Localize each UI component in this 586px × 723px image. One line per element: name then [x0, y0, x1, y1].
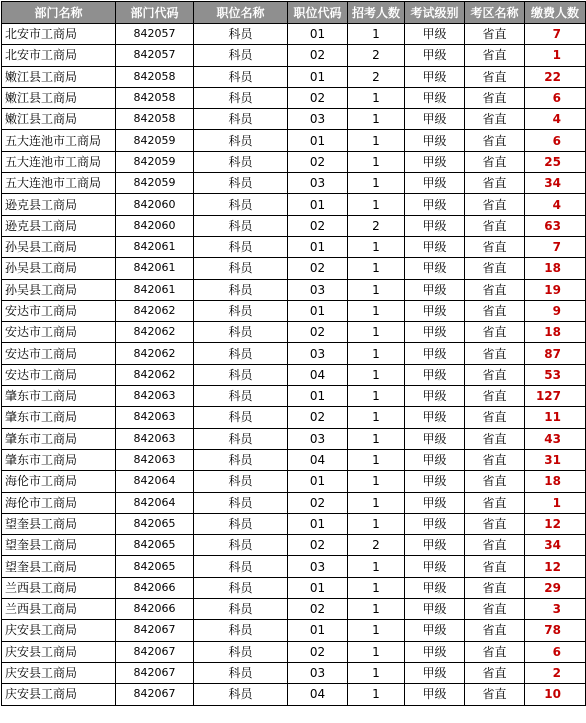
cell-exam-area: 省直: [465, 620, 525, 641]
table-row: [2, 577, 586, 598]
table-row: [2, 130, 586, 151]
cell-department-name: 北安市工商局: [2, 45, 116, 66]
cell-recruit-count: 1: [348, 258, 405, 279]
cell-paid-count: 6: [525, 641, 586, 662]
cell-paid-count: 25: [525, 151, 586, 172]
cell-department-name: 肇东市工商局: [2, 407, 116, 428]
cell-position-name: 科员: [194, 407, 288, 428]
cell-position-name: 科员: [194, 364, 288, 385]
cell-recruit-count: 1: [348, 109, 405, 130]
cell-exam-level: 甲级: [405, 662, 465, 683]
cell-paid-count: 1: [525, 45, 586, 66]
header-paid-count: 缴费人数: [525, 2, 586, 24]
cell-position-name: 科员: [194, 151, 288, 172]
cell-paid-count: 9: [525, 300, 586, 321]
cell-paid-count: 34: [525, 535, 586, 556]
header-recruit-count: 招考人数: [348, 2, 405, 24]
header-position-name: 职位名称: [194, 2, 288, 24]
cell-position-name: 科员: [194, 215, 288, 236]
registration-table: [1, 1, 586, 706]
cell-recruit-count: 1: [348, 194, 405, 215]
cell-exam-level: 甲级: [405, 641, 465, 662]
cell-department-code: 842059: [116, 151, 194, 172]
cell-position-code: 02: [288, 151, 348, 172]
cell-paid-count: 127: [525, 386, 586, 407]
cell-position-name: 科员: [194, 428, 288, 449]
cell-position-code: 03: [288, 556, 348, 577]
table-row: [2, 109, 586, 130]
cell-department-code: 842058: [116, 87, 194, 108]
cell-department-name: 海伦市工商局: [2, 471, 116, 492]
cell-department-name: 北安市工商局: [2, 24, 116, 45]
cell-exam-level: 甲级: [405, 194, 465, 215]
cell-recruit-count: 1: [348, 449, 405, 470]
cell-department-code: 842059: [116, 173, 194, 194]
cell-exam-level: 甲级: [405, 215, 465, 236]
cell-position-name: 科员: [194, 535, 288, 556]
cell-department-name: 嫩江县工商局: [2, 66, 116, 87]
cell-paid-count: 10: [525, 684, 586, 705]
cell-paid-count: 78: [525, 620, 586, 641]
cell-department-code: 842065: [116, 513, 194, 534]
cell-position-code: 02: [288, 641, 348, 662]
cell-exam-area: 省直: [465, 258, 525, 279]
table-row: [2, 300, 586, 321]
cell-position-name: 科员: [194, 684, 288, 705]
cell-position-code: 02: [288, 407, 348, 428]
cell-department-code: 842063: [116, 386, 194, 407]
cell-exam-level: 甲级: [405, 535, 465, 556]
cell-department-name: 嫩江县工商局: [2, 87, 116, 108]
cell-department-name: 逊克县工商局: [2, 194, 116, 215]
header-department-code: 部门代码: [116, 2, 194, 24]
cell-exam-area: 省直: [465, 471, 525, 492]
cell-exam-area: 省直: [465, 45, 525, 66]
cell-position-code: 02: [288, 599, 348, 620]
cell-position-code: 01: [288, 236, 348, 257]
cell-exam-level: 甲级: [405, 109, 465, 130]
cell-exam-area: 省直: [465, 535, 525, 556]
cell-exam-area: 省直: [465, 599, 525, 620]
cell-department-code: 842067: [116, 641, 194, 662]
table-row: [2, 87, 586, 108]
cell-exam-level: 甲级: [405, 343, 465, 364]
cell-exam-level: 甲级: [405, 279, 465, 300]
cell-department-name: 兰西县工商局: [2, 599, 116, 620]
cell-paid-count: 4: [525, 194, 586, 215]
cell-position-code: 02: [288, 535, 348, 556]
cell-recruit-count: 1: [348, 556, 405, 577]
cell-department-code: 842059: [116, 130, 194, 151]
table-row: [2, 641, 586, 662]
table-row: [2, 513, 586, 534]
cell-recruit-count: 1: [348, 300, 405, 321]
table-row: [2, 471, 586, 492]
cell-recruit-count: 1: [348, 386, 405, 407]
table-row: [2, 492, 586, 513]
cell-department-name: 庆安县工商局: [2, 620, 116, 641]
cell-position-name: 科员: [194, 513, 288, 534]
cell-position-name: 科员: [194, 173, 288, 194]
cell-exam-level: 甲级: [405, 684, 465, 705]
cell-recruit-count: 1: [348, 343, 405, 364]
cell-paid-count: 43: [525, 428, 586, 449]
cell-department-name: 海伦市工商局: [2, 492, 116, 513]
header-exam-area: 考区名称: [465, 2, 525, 24]
cell-paid-count: 12: [525, 513, 586, 534]
cell-department-name: 逊克县工商局: [2, 215, 116, 236]
cell-exam-level: 甲级: [405, 130, 465, 151]
cell-exam-area: 省直: [465, 386, 525, 407]
cell-position-code: 02: [288, 87, 348, 108]
cell-exam-area: 省直: [465, 130, 525, 151]
cell-position-name: 科员: [194, 45, 288, 66]
cell-recruit-count: 1: [348, 173, 405, 194]
cell-paid-count: 12: [525, 556, 586, 577]
table-row: [2, 194, 586, 215]
cell-position-name: 科员: [194, 449, 288, 470]
cell-position-name: 科员: [194, 322, 288, 343]
cell-department-code: 842067: [116, 662, 194, 683]
cell-recruit-count: 1: [348, 279, 405, 300]
cell-recruit-count: 1: [348, 407, 405, 428]
cell-recruit-count: 1: [348, 662, 405, 683]
cell-department-name: 望奎县工商局: [2, 535, 116, 556]
table-row: [2, 151, 586, 172]
table-row: [2, 428, 586, 449]
cell-department-name: 肇东市工商局: [2, 428, 116, 449]
table-row: [2, 24, 586, 45]
cell-position-code: 03: [288, 343, 348, 364]
header-department-name: 部门名称: [2, 2, 116, 24]
table-row: [2, 66, 586, 87]
cell-recruit-count: 1: [348, 151, 405, 172]
table-row: [2, 364, 586, 385]
table-row: [2, 407, 586, 428]
cell-department-code: 842063: [116, 407, 194, 428]
cell-exam-level: 甲级: [405, 386, 465, 407]
cell-exam-level: 甲级: [405, 66, 465, 87]
cell-exam-level: 甲级: [405, 300, 465, 321]
cell-paid-count: 19: [525, 279, 586, 300]
cell-exam-level: 甲级: [405, 428, 465, 449]
cell-exam-area: 省直: [465, 577, 525, 598]
cell-recruit-count: 1: [348, 364, 405, 385]
cell-department-name: 望奎县工商局: [2, 513, 116, 534]
cell-department-name: 安达市工商局: [2, 300, 116, 321]
cell-position-code: 01: [288, 513, 348, 534]
cell-department-code: 842057: [116, 24, 194, 45]
cell-recruit-count: 1: [348, 24, 405, 45]
cell-position-code: 02: [288, 215, 348, 236]
table-row: [2, 343, 586, 364]
cell-paid-count: 87: [525, 343, 586, 364]
cell-paid-count: 18: [525, 471, 586, 492]
cell-department-name: 安达市工商局: [2, 343, 116, 364]
cell-paid-count: 4: [525, 109, 586, 130]
cell-exam-level: 甲级: [405, 236, 465, 257]
cell-department-code: 842062: [116, 364, 194, 385]
cell-exam-level: 甲级: [405, 322, 465, 343]
table-body: [2, 24, 586, 706]
cell-position-code: 03: [288, 428, 348, 449]
cell-exam-area: 省直: [465, 66, 525, 87]
cell-position-code: 01: [288, 300, 348, 321]
cell-exam-level: 甲级: [405, 556, 465, 577]
cell-exam-level: 甲级: [405, 407, 465, 428]
cell-department-name: 肇东市工商局: [2, 386, 116, 407]
cell-position-code: 03: [288, 173, 348, 194]
cell-position-name: 科员: [194, 662, 288, 683]
cell-position-name: 科员: [194, 599, 288, 620]
cell-recruit-count: 2: [348, 66, 405, 87]
cell-exam-level: 甲级: [405, 599, 465, 620]
cell-paid-count: 2: [525, 662, 586, 683]
cell-department-code: 842062: [116, 300, 194, 321]
cell-department-name: 孙吴县工商局: [2, 279, 116, 300]
cell-department-code: 842067: [116, 684, 194, 705]
cell-department-code: 842063: [116, 428, 194, 449]
cell-recruit-count: 2: [348, 215, 405, 236]
table-row: [2, 535, 586, 556]
cell-position-code: 01: [288, 471, 348, 492]
cell-position-code: 01: [288, 130, 348, 151]
cell-department-name: 庆安县工商局: [2, 641, 116, 662]
cell-position-code: 01: [288, 194, 348, 215]
cell-position-name: 科员: [194, 343, 288, 364]
cell-department-code: 842061: [116, 236, 194, 257]
table-row: [2, 215, 586, 236]
cell-exam-area: 省直: [465, 109, 525, 130]
cell-paid-count: 6: [525, 87, 586, 108]
cell-exam-area: 省直: [465, 322, 525, 343]
cell-position-code: 04: [288, 684, 348, 705]
cell-recruit-count: 1: [348, 322, 405, 343]
cell-position-code: 01: [288, 577, 348, 598]
cell-position-name: 科员: [194, 641, 288, 662]
cell-recruit-count: 1: [348, 492, 405, 513]
cell-exam-level: 甲级: [405, 513, 465, 534]
table-row: [2, 599, 586, 620]
cell-exam-area: 省直: [465, 151, 525, 172]
cell-exam-level: 甲级: [405, 24, 465, 45]
cell-department-name: 肇东市工商局: [2, 449, 116, 470]
table-header-row: [2, 2, 586, 24]
cell-department-code: 842058: [116, 109, 194, 130]
cell-position-code: 01: [288, 66, 348, 87]
cell-exam-area: 省直: [465, 428, 525, 449]
cell-recruit-count: 1: [348, 236, 405, 257]
cell-exam-area: 省直: [465, 492, 525, 513]
cell-position-code: 03: [288, 109, 348, 130]
table-row: [2, 258, 586, 279]
cell-position-name: 科员: [194, 577, 288, 598]
cell-position-name: 科员: [194, 556, 288, 577]
cell-position-code: 02: [288, 45, 348, 66]
cell-position-name: 科员: [194, 279, 288, 300]
cell-paid-count: 31: [525, 449, 586, 470]
table-row: [2, 449, 586, 470]
table-row: [2, 173, 586, 194]
cell-recruit-count: 1: [348, 130, 405, 151]
cell-recruit-count: 2: [348, 45, 405, 66]
cell-department-code: 842061: [116, 279, 194, 300]
cell-department-name: 五大连池市工商局: [2, 151, 116, 172]
table-row: [2, 45, 586, 66]
cell-paid-count: 6: [525, 130, 586, 151]
cell-exam-level: 甲级: [405, 173, 465, 194]
cell-paid-count: 1: [525, 492, 586, 513]
cell-exam-level: 甲级: [405, 620, 465, 641]
cell-position-code: 02: [288, 258, 348, 279]
cell-exam-area: 省直: [465, 236, 525, 257]
cell-exam-area: 省直: [465, 300, 525, 321]
cell-department-name: 五大连池市工商局: [2, 173, 116, 194]
cell-department-code: 842062: [116, 322, 194, 343]
cell-exam-level: 甲级: [405, 577, 465, 598]
cell-exam-area: 省直: [465, 279, 525, 300]
table-row: [2, 322, 586, 343]
cell-recruit-count: 2: [348, 535, 405, 556]
cell-department-code: 842066: [116, 599, 194, 620]
cell-department-code: 842060: [116, 194, 194, 215]
cell-recruit-count: 1: [348, 577, 405, 598]
cell-department-code: 842063: [116, 449, 194, 470]
cell-department-name: 安达市工商局: [2, 322, 116, 343]
cell-exam-level: 甲级: [405, 87, 465, 108]
cell-exam-area: 省直: [465, 662, 525, 683]
table-row: [2, 279, 586, 300]
cell-exam-area: 省直: [465, 364, 525, 385]
cell-position-code: 03: [288, 279, 348, 300]
cell-paid-count: 63: [525, 215, 586, 236]
table-row: [2, 662, 586, 683]
cell-department-name: 孙吴县工商局: [2, 258, 116, 279]
cell-exam-area: 省直: [465, 173, 525, 194]
table-row: [2, 236, 586, 257]
cell-department-name: 兰西县工商局: [2, 577, 116, 598]
cell-recruit-count: 1: [348, 428, 405, 449]
cell-department-code: 842066: [116, 577, 194, 598]
cell-exam-area: 省直: [465, 449, 525, 470]
cell-exam-area: 省直: [465, 407, 525, 428]
cell-recruit-count: 1: [348, 620, 405, 641]
cell-exam-level: 甲级: [405, 471, 465, 492]
cell-paid-count: 7: [525, 236, 586, 257]
cell-position-name: 科员: [194, 620, 288, 641]
cell-position-code: 02: [288, 322, 348, 343]
cell-exam-level: 甲级: [405, 45, 465, 66]
cell-position-code: 01: [288, 24, 348, 45]
cell-paid-count: 11: [525, 407, 586, 428]
header-position-code: 职位代码: [288, 2, 348, 24]
cell-department-code: 842060: [116, 215, 194, 236]
cell-department-code: 842062: [116, 343, 194, 364]
cell-position-name: 科员: [194, 471, 288, 492]
cell-paid-count: 7: [525, 24, 586, 45]
cell-department-name: 望奎县工商局: [2, 556, 116, 577]
cell-exam-area: 省直: [465, 24, 525, 45]
cell-department-code: 842064: [116, 471, 194, 492]
cell-recruit-count: 1: [348, 599, 405, 620]
cell-department-name: 庆安县工商局: [2, 684, 116, 705]
cell-position-name: 科员: [194, 130, 288, 151]
cell-position-code: 03: [288, 662, 348, 683]
cell-department-code: 842065: [116, 556, 194, 577]
cell-exam-area: 省直: [465, 194, 525, 215]
cell-exam-area: 省直: [465, 87, 525, 108]
cell-paid-count: 34: [525, 173, 586, 194]
cell-position-code: 04: [288, 449, 348, 470]
cell-exam-area: 省直: [465, 641, 525, 662]
cell-position-code: 01: [288, 386, 348, 407]
cell-department-code: 842064: [116, 492, 194, 513]
cell-position-name: 科员: [194, 300, 288, 321]
cell-position-code: 02: [288, 492, 348, 513]
table-row: [2, 556, 586, 577]
cell-paid-count: 18: [525, 258, 586, 279]
table-row: [2, 620, 586, 641]
cell-position-name: 科员: [194, 258, 288, 279]
cell-position-name: 科员: [194, 236, 288, 257]
cell-department-code: 842067: [116, 620, 194, 641]
cell-department-name: 孙吴县工商局: [2, 236, 116, 257]
cell-position-name: 科员: [194, 109, 288, 130]
cell-position-name: 科员: [194, 386, 288, 407]
cell-department-name: 安达市工商局: [2, 364, 116, 385]
cell-department-code: 842058: [116, 66, 194, 87]
cell-recruit-count: 1: [348, 641, 405, 662]
cell-department-name: 五大连池市工商局: [2, 130, 116, 151]
cell-position-code: 01: [288, 620, 348, 641]
cell-recruit-count: 1: [348, 471, 405, 492]
cell-position-name: 科员: [194, 24, 288, 45]
cell-exam-level: 甲级: [405, 449, 465, 470]
cell-exam-level: 甲级: [405, 258, 465, 279]
cell-exam-area: 省直: [465, 343, 525, 364]
cell-recruit-count: 1: [348, 684, 405, 705]
cell-paid-count: 53: [525, 364, 586, 385]
cell-exam-area: 省直: [465, 215, 525, 236]
cell-department-name: 庆安县工商局: [2, 662, 116, 683]
cell-position-code: 04: [288, 364, 348, 385]
cell-exam-level: 甲级: [405, 364, 465, 385]
cell-position-name: 科员: [194, 66, 288, 87]
cell-paid-count: 18: [525, 322, 586, 343]
cell-exam-level: 甲级: [405, 151, 465, 172]
cell-department-code: 842057: [116, 45, 194, 66]
table-row: [2, 684, 586, 705]
table-row: [2, 386, 586, 407]
cell-department-name: 嫩江县工商局: [2, 109, 116, 130]
cell-position-name: 科员: [194, 492, 288, 513]
cell-paid-count: 22: [525, 66, 586, 87]
cell-paid-count: 29: [525, 577, 586, 598]
cell-exam-level: 甲级: [405, 492, 465, 513]
cell-exam-area: 省直: [465, 513, 525, 534]
cell-position-name: 科员: [194, 194, 288, 215]
cell-department-code: 842065: [116, 535, 194, 556]
cell-paid-count: 3: [525, 599, 586, 620]
cell-exam-area: 省直: [465, 684, 525, 705]
header-exam-level: 考试级别: [405, 2, 465, 24]
cell-recruit-count: 1: [348, 87, 405, 108]
cell-position-name: 科员: [194, 87, 288, 108]
cell-recruit-count: 1: [348, 513, 405, 534]
cell-department-code: 842061: [116, 258, 194, 279]
cell-exam-area: 省直: [465, 556, 525, 577]
